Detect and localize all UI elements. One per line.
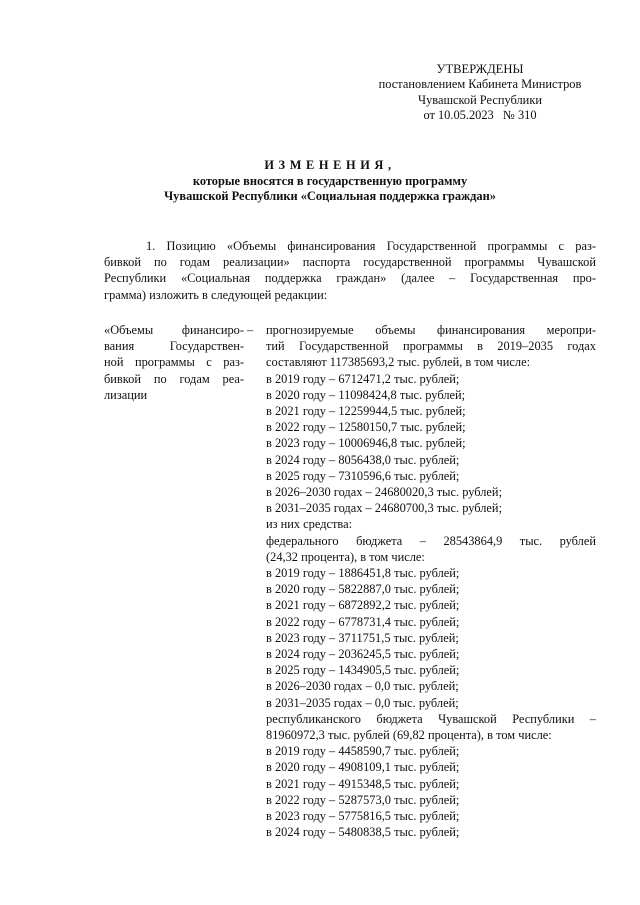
title-subtitle-line2: Чувашской Республики «Социальная поддержка граждан» (164, 189, 496, 204)
title-subtitle-line1: которые вносятся в государственную программу (192, 174, 468, 189)
financing-line: 81960972,3 тыс. рублей (69,82 процента), в том числе: (266, 728, 552, 743)
approval-issuer: постановлением Кабинета Министров (378, 77, 582, 92)
financing-line: в 2024 году – 5480838,5 тыс. рублей; (266, 825, 460, 840)
financing-line: в 2026–2030 годах – 24680020,3 тыс. рублей; (266, 485, 503, 500)
financing-line: в 2022 году – 6778731,4 тыс. рублей; (266, 614, 460, 629)
financing-line: в 2019 году – 1886451,8 тыс. рублей; (266, 566, 460, 581)
financing-line: в 2021 году – 4915348,5 тыс. рублей; (266, 776, 460, 791)
position-label-line: «Объемы финансиро- (104, 323, 244, 337)
financing-line: в 2023 году – 3711751,5 тыс. рублей; (266, 630, 459, 645)
title-heading: ИЗМЕНЕНИЯ, (264, 158, 396, 172)
approval-date-number: от 10.05.2023 № 310 (423, 107, 537, 122)
position-label-line: бивкой по годам реа- (104, 371, 244, 386)
intro-line: грамма) изложить в следующей редакции: (104, 287, 328, 302)
document-title (60, 158, 600, 205)
intro-line: бивкой по годам реализации» паспорта государственной программы Чувашской (104, 255, 596, 270)
financing-line: в 2022 году – 5287573,0 тыс. рублей; (266, 792, 460, 807)
approval-block (330, 62, 630, 123)
financing-line: в 2021 году – 6872892,2 тыс. рублей; (266, 598, 460, 613)
financing-line: тий Государственной программы в 2019–2035 годах (266, 339, 596, 354)
financing-line: в 2025 году – 1434905,5 тыс. рублей; (266, 663, 460, 678)
position-label-line: вания Государствен- (104, 339, 244, 354)
intro-paragraph (104, 238, 596, 303)
position-dash: – (247, 323, 254, 337)
financing-line: в 2024 году – 2036245,5 тыс. рублей; (266, 647, 460, 662)
financing-line: в 2020 году – 5822887,0 тыс. рублей; (266, 582, 460, 597)
financing-line: в 2020 году – 4908109,1 тыс. рублей; (266, 760, 460, 775)
financing-line: составляют 117385693,2 тыс. рублей, в том числе: (266, 355, 531, 370)
position-financing-text (266, 322, 596, 841)
financing-line: в 2024 году – 8056438,0 тыс. рублей; (266, 452, 460, 467)
financing-line: федерального бюджета – 28543864,9 тыс. рублей (266, 533, 596, 548)
financing-line: прогнозируемые объемы финансирования меропри- (266, 323, 596, 337)
intro-line: 1. Позицию «Объемы финансирования Государственной программы с раз- (146, 239, 596, 253)
financing-line: республиканского бюджета Чувашской Республики – (266, 711, 596, 726)
financing-line: в 2019 году – 4458590,7 тыс. рублей; (266, 744, 460, 759)
intro-line: Республики «Социальная поддержка граждан» (далее – Государственная про- (104, 271, 596, 286)
financing-line: в 2025 году – 7310596,6 тыс. рублей; (266, 468, 460, 483)
financing-line: в 2026–2030 годах – 0,0 тыс. рублей; (266, 679, 459, 694)
financing-line: в 2020 году – 11098424,8 тыс. рублей; (266, 387, 466, 402)
financing-line: (24,32 процента), в том числе: (266, 549, 425, 564)
financing-line: в 2031–2035 годах – 0,0 тыс. рублей; (266, 695, 459, 710)
financing-line: в 2022 году – 12580150,7 тыс. рублей; (266, 420, 466, 435)
approval-title: УТВЕРЖДЕНЫ (436, 62, 524, 76)
financing-line: в 2023 году – 10006946,8 тыс. рублей; (266, 436, 466, 451)
financing-line: в 2031–2035 годах – 24680700,3 тыс. рублей; (266, 501, 503, 516)
approval-region: Чувашской Республики (418, 92, 542, 107)
financing-line: в 2019 году – 6712471,2 тыс. рублей; (266, 371, 460, 386)
position-label-line: ной программы с раз- (104, 355, 244, 370)
position-label-line: лизации (104, 387, 148, 402)
financing-line: в 2023 году – 5775816,5 тыс. рублей; (266, 809, 460, 824)
financing-line: в 2021 году – 12259944,5 тыс. рублей; (266, 404, 466, 419)
financing-line: из них средства: (266, 517, 353, 532)
position-label (104, 322, 244, 403)
